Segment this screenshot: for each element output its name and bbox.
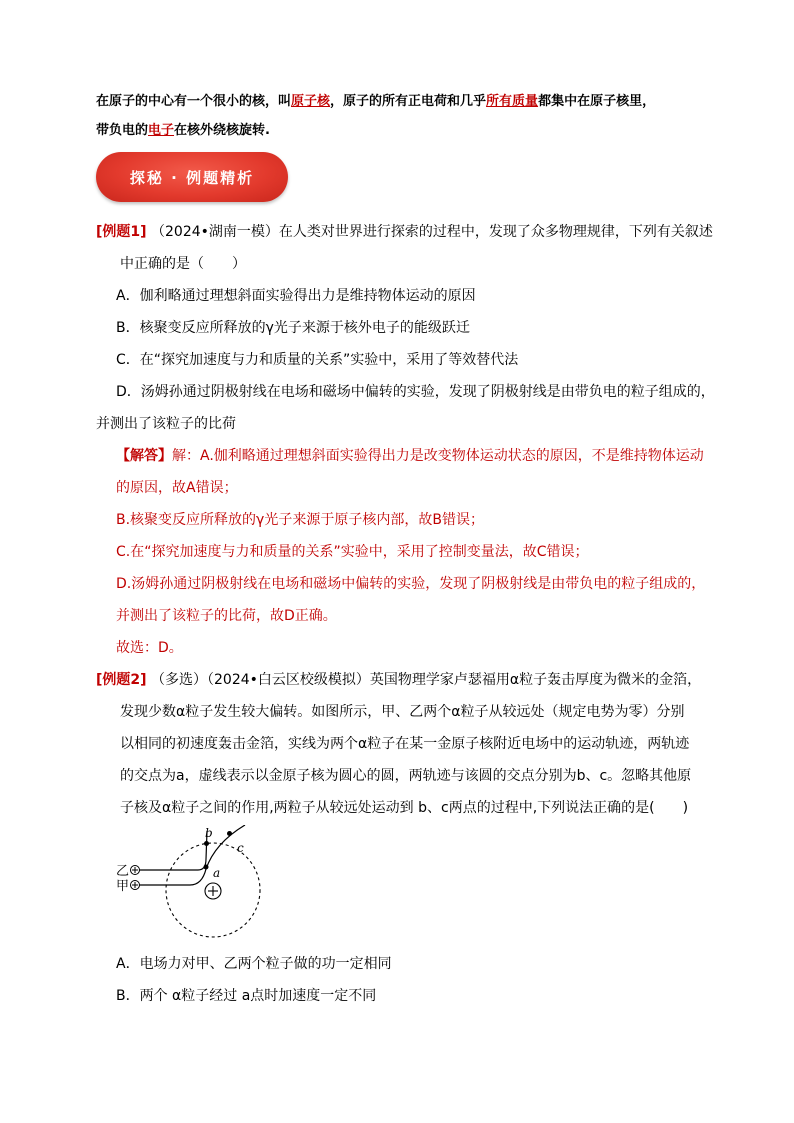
point-c [227,831,232,836]
answer-line-7: 故选：D。 [116,640,183,656]
example2-stem-line-4: 的交点为a，虚线表示以金原子核为圆心的圆，两轨迹与该圆的交点分别为b、c。忽略其他原 [120,768,692,784]
example2-stem-line-2: 发现少数α粒子发生较大偏转。如图所示，甲、乙两个α粒子从较远处（规定电势为零）分别 [120,704,685,720]
answer-line-2: 的原因，故A错误； [116,480,238,496]
rutherford-scattering-figure [110,825,280,945]
example1-stem-line-1 [96,222,713,242]
point-b [204,841,209,846]
example2-stem: （多选）（2024•白云区校级模拟）英国物理学家卢瑟福用α粒子轰击厚度为微米的金箔， [151,672,702,688]
label-jia: 甲 [116,879,130,894]
example2-stem-line-5: 子核及α粒子之间的作用,两粒子从较远处运动到 b、c两点的过程中,下列说法正确的是( ) [120,800,689,816]
answer-line-1 [116,446,704,466]
answer-line-5: D.汤姆孙通过阴极射线在电场和磁场中偏转的实验，发现了阴极射线是由带负电的粒子组成的， [116,576,706,592]
answer-line-3: B.核聚变反应所释放的γ光子来源于原子核内部，故B错误； [116,512,484,528]
label-b: b [205,826,213,840]
example1-option-d: D．汤姆孙通过阴极射线在电场和磁场中偏转的实验，发现了阴极射线是由带负电的粒子组成的， [116,384,715,400]
example1-stem-line-2: 中正确的是（ ） [120,256,246,272]
keyword-mass: 所有质量 [486,94,539,109]
example1-option-c: C．在“探究加速度与力和质量的关系”实验中，采用了等效替代法 [116,352,519,368]
answer-line-6: 并测出了该粒子的比荷，故D正确。 [116,608,337,624]
intro-text: ，原子的所有正电荷和几乎 [330,94,487,109]
alpha-particle-jia-icon [131,881,140,890]
label-c: c [237,841,244,855]
section-badge [96,152,288,202]
example2-option-b: B．两个 α粒子经过 a点时加速度一定不同 [116,988,377,1004]
answer-text: 解：A.伽利略通过理想斜面实验得出力是改变物体运动状态的原因，不是维持物体运动 [172,448,704,464]
section-badge-label: 探秘 · 例题精析 [129,169,255,187]
example2-stem-line-3: 以相同的初速度轰击金箔，实线为两个α粒子在某一金原子核附近电场中的运动轨迹，两轨迹 [120,736,690,752]
example1-option-b: B．核聚变反应所释放的γ光子来源于核外电子的能级跃迁 [116,320,470,336]
example2-stem-line-1 [96,670,701,690]
example2-tag: [例题2] [96,672,147,688]
answer-label: 【解答】 [116,448,172,464]
keyword-nucleus: 原子核 [291,94,331,109]
keyword-electron: 电子 [148,123,175,138]
label-a: a [213,866,221,880]
example1-stem: （2024•湖南一模）在人类对世界进行探索的过程中，发现了众多物理规律，下列有关叙述 [151,224,713,240]
example1-option-d-cont: 并测出了该粒子的比荷 [96,416,236,432]
example1-tag: [例题1] [96,224,147,240]
intro-text: 带负电的 [96,123,149,138]
answer-line-4: C.在“探究加速度与力和质量的关系”实验中，采用了控制变量法，故C错误； [116,544,589,560]
intro-text: 都集中在原子核里， [538,94,656,109]
point-a [204,865,209,870]
example2-option-a: A．电场力对甲、乙两个粒子做的功一定相同 [116,956,392,972]
intro-line-1 [96,92,655,112]
example1-option-a: A．伽利略通过理想斜面实验得出力是维持物体运动的原因 [116,288,476,304]
intro-line-2 [96,121,270,141]
intro-text: 在核外绕核旋转. [174,123,270,138]
intro-text: 在原子的中心有一个很小的核，叫 [96,94,292,109]
label-yi: 乙 [116,864,130,879]
gold-nucleus-icon [205,883,221,899]
alpha-particle-yi-icon [131,866,140,875]
